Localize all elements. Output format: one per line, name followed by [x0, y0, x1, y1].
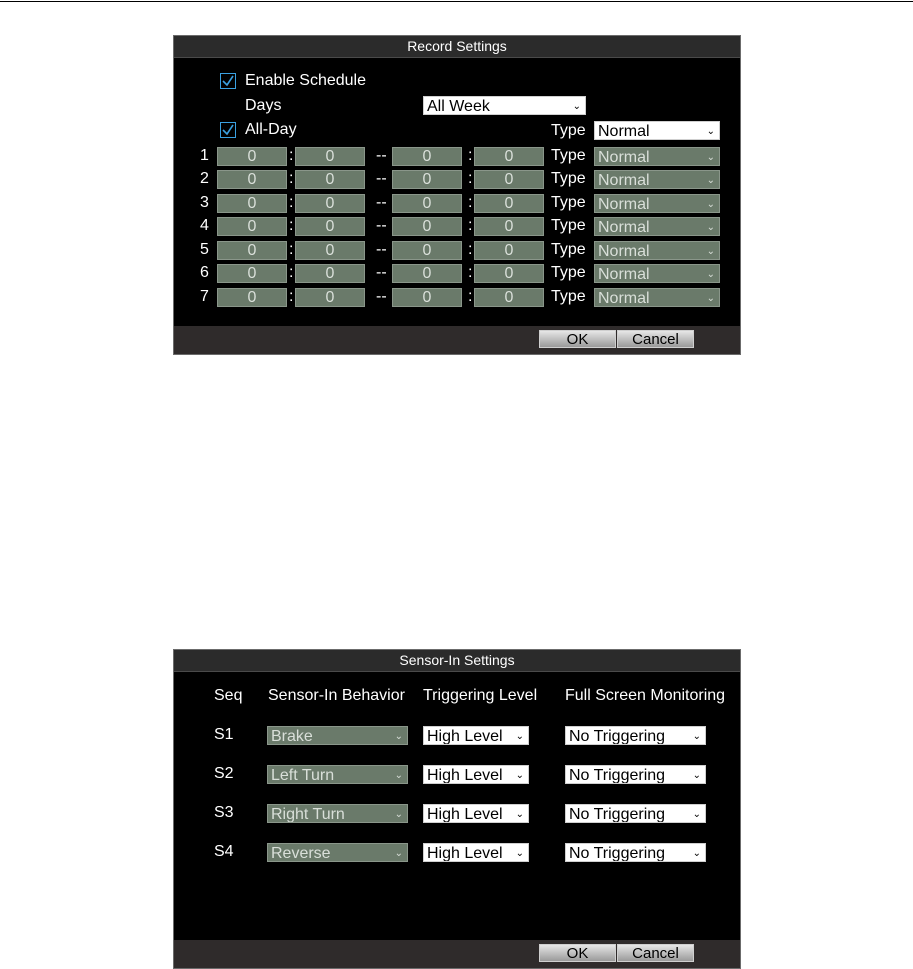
level-value: High Level	[427, 728, 503, 745]
period-type-value: Normal	[598, 219, 650, 236]
period-type-label: Type	[551, 288, 586, 305]
level-select[interactable]	[423, 843, 529, 862]
time-colon: :	[468, 194, 473, 211]
chevron-down-icon: ⌄	[706, 269, 715, 280]
monitor-select[interactable]	[565, 726, 706, 745]
period-row	[174, 240, 740, 262]
chevron-down-icon: ⌄	[706, 199, 715, 210]
monitor-value: No Triggering	[569, 845, 666, 862]
period-type-value: Normal	[598, 149, 650, 166]
allday-type-select[interactable]	[594, 121, 720, 140]
sensor-row	[174, 803, 740, 825]
period-row	[174, 169, 740, 191]
period-type-label: Type	[551, 147, 586, 164]
period-type-label: Type	[551, 217, 586, 234]
behavior-select[interactable]	[267, 843, 408, 862]
monitor-value: No Triggering	[569, 806, 666, 823]
time-colon: :	[289, 241, 294, 258]
sensor-seq: S1	[214, 726, 234, 743]
record-settings-dialog	[173, 35, 741, 355]
period-row	[174, 263, 740, 285]
end-hour-field[interactable]: 0	[392, 170, 462, 189]
end-minute-field[interactable]: 0	[474, 288, 544, 307]
end-hour-field[interactable]: 0	[392, 288, 462, 307]
chevron-down-icon: ⌄	[692, 848, 701, 859]
chevron-down-icon: ⌄	[692, 731, 701, 742]
column-header-seq: Seq	[214, 687, 243, 704]
sensor-row	[174, 842, 740, 864]
chevron-down-icon: ⌄	[515, 809, 524, 820]
allday-type-label: Type	[551, 122, 586, 139]
chevron-down-icon: ⌄	[394, 809, 403, 820]
time-colon: :	[468, 264, 473, 281]
time-colon: :	[468, 217, 473, 234]
sensor-in-settings-dialog	[173, 649, 741, 969]
start-hour-field[interactable]: 0	[217, 147, 287, 166]
chevron-down-icon: ⌄	[706, 222, 715, 233]
period-type-select[interactable]	[594, 147, 720, 166]
period-number: 4	[200, 217, 209, 234]
column-header-behavior: Sensor-In Behavior	[268, 687, 405, 704]
allday-checkbox[interactable]	[220, 122, 236, 138]
ok-button[interactable]: OK	[539, 330, 616, 348]
period-type-value: Normal	[598, 243, 650, 260]
dialog-title: Sensor-In Settings	[174, 650, 740, 672]
time-colon: :	[289, 217, 294, 234]
period-type-label: Type	[551, 241, 586, 258]
period-number: 7	[200, 288, 209, 305]
check-icon	[222, 124, 234, 136]
start-hour-field[interactable]: 0	[217, 264, 287, 283]
chevron-down-icon: ⌄	[394, 770, 403, 781]
sensor-seq: S4	[214, 843, 234, 860]
behavior-select[interactable]	[267, 726, 408, 745]
start-hour-field[interactable]: 0	[217, 170, 287, 189]
enable-schedule-label: Enable Schedule	[245, 72, 366, 89]
start-minute-field[interactable]: 0	[295, 217, 365, 236]
chevron-down-icon: ⌄	[515, 770, 524, 781]
period-row	[174, 193, 740, 215]
column-header-monitor: Full Screen Monitoring	[565, 687, 726, 704]
level-value: High Level	[427, 845, 503, 862]
behavior-select[interactable]	[267, 804, 408, 823]
period-type-value: Normal	[598, 196, 650, 213]
sensor-seq: S2	[214, 765, 234, 782]
end-hour-field[interactable]: 0	[392, 194, 462, 213]
allday-type-value: Normal	[598, 123, 650, 140]
days-select[interactable]	[423, 96, 586, 115]
period-type-select[interactable]	[594, 264, 720, 283]
chevron-down-icon: ⌄	[706, 175, 715, 186]
behavior-value: Reverse	[271, 845, 331, 862]
end-hour-field[interactable]: 0	[392, 217, 462, 236]
end-minute-field[interactable]: 0	[474, 170, 544, 189]
chevron-down-icon: ⌄	[394, 848, 403, 859]
chevron-down-icon: ⌄	[515, 731, 524, 742]
period-type-select[interactable]	[594, 217, 720, 236]
range-separator: --	[376, 147, 387, 164]
dialog-footer	[174, 326, 740, 354]
end-hour-field[interactable]: 0	[392, 147, 462, 166]
period-number: 5	[200, 241, 209, 258]
end-minute-field[interactable]: 0	[474, 147, 544, 166]
period-number: 6	[200, 264, 209, 281]
range-separator: --	[376, 264, 387, 281]
start-minute-field[interactable]: 0	[295, 194, 365, 213]
chevron-down-icon: ⌄	[706, 293, 715, 304]
start-minute-field[interactable]: 0	[295, 147, 365, 166]
monitor-select[interactable]	[565, 843, 706, 862]
time-colon: :	[468, 147, 473, 164]
enable-schedule-checkbox[interactable]	[220, 73, 236, 89]
end-hour-field[interactable]: 0	[392, 264, 462, 283]
chevron-down-icon: ⌄	[394, 731, 403, 742]
ok-button[interactable]: OK	[539, 944, 616, 962]
chevron-down-icon: ⌄	[572, 101, 581, 112]
column-header-level: Triggering Level	[423, 687, 538, 704]
monitor-select[interactable]	[565, 804, 706, 823]
chevron-down-icon: ⌄	[515, 848, 524, 859]
period-type-value: Normal	[598, 172, 650, 189]
period-row	[174, 146, 740, 168]
time-colon: :	[289, 194, 294, 211]
monitor-select[interactable]	[565, 765, 706, 784]
sensor-seq: S3	[214, 804, 234, 821]
chevron-down-icon: ⌄	[706, 152, 715, 163]
time-colon: :	[289, 288, 294, 305]
period-number: 2	[200, 170, 209, 187]
range-separator: --	[376, 194, 387, 211]
sensor-row	[174, 725, 740, 747]
range-separator: --	[376, 288, 387, 305]
end-minute-field[interactable]: 0	[474, 264, 544, 283]
period-type-label: Type	[551, 264, 586, 281]
behavior-select[interactable]	[267, 765, 408, 784]
start-minute-field[interactable]: 0	[295, 264, 365, 283]
chevron-down-icon: ⌄	[692, 809, 701, 820]
dialog-title: Record Settings	[174, 36, 740, 58]
range-separator: --	[376, 170, 387, 187]
start-minute-field[interactable]: 0	[295, 170, 365, 189]
start-hour-field[interactable]: 0	[217, 194, 287, 213]
period-row	[174, 287, 740, 309]
start-hour-field[interactable]: 0	[217, 217, 287, 236]
check-icon	[222, 75, 234, 87]
time-colon: :	[289, 170, 294, 187]
time-colon: :	[289, 264, 294, 281]
time-colon: :	[468, 170, 473, 187]
end-minute-field[interactable]: 0	[474, 217, 544, 236]
chevron-down-icon: ⌄	[706, 126, 715, 137]
period-type-value: Normal	[598, 290, 650, 307]
period-number: 3	[200, 194, 209, 211]
behavior-value: Left Turn	[271, 767, 335, 784]
end-minute-field[interactable]: 0	[474, 241, 544, 260]
period-type-label: Type	[551, 194, 586, 211]
monitor-value: No Triggering	[569, 767, 666, 784]
period-row	[174, 216, 740, 238]
monitor-value: No Triggering	[569, 728, 666, 745]
period-type-select[interactable]	[594, 288, 720, 307]
time-colon: :	[468, 288, 473, 305]
period-type-select[interactable]	[594, 194, 720, 213]
level-select[interactable]	[423, 804, 529, 823]
time-colon: :	[289, 147, 294, 164]
end-minute-field[interactable]: 0	[474, 194, 544, 213]
allday-label: All-Day	[245, 121, 297, 138]
period-type-select[interactable]	[594, 241, 720, 260]
cancel-button[interactable]: Cancel	[617, 944, 694, 962]
page-top-rule	[0, 1, 913, 2]
period-type-value: Normal	[598, 266, 650, 283]
start-hour-field[interactable]: 0	[217, 241, 287, 260]
start-minute-field[interactable]: 0	[295, 288, 365, 307]
time-colon: :	[468, 241, 473, 258]
start-minute-field[interactable]: 0	[295, 241, 365, 260]
start-hour-field[interactable]: 0	[217, 288, 287, 307]
level-value: High Level	[427, 767, 503, 784]
chevron-down-icon: ⌄	[706, 246, 715, 257]
cancel-button[interactable]: Cancel	[617, 330, 694, 348]
period-type-label: Type	[551, 170, 586, 187]
days-select-value: All Week	[427, 98, 490, 115]
sensor-row	[174, 764, 740, 786]
chevron-down-icon: ⌄	[692, 770, 701, 781]
range-separator: --	[376, 241, 387, 258]
behavior-value: Brake	[271, 728, 313, 745]
dialog-footer	[174, 940, 740, 968]
period-type-select[interactable]	[594, 170, 720, 189]
range-separator: --	[376, 217, 387, 234]
period-number: 1	[200, 147, 209, 164]
level-select[interactable]	[423, 765, 529, 784]
level-value: High Level	[427, 806, 503, 823]
end-hour-field[interactable]: 0	[392, 241, 462, 260]
level-select[interactable]	[423, 726, 529, 745]
days-label: Days	[245, 97, 282, 114]
behavior-value: Right Turn	[271, 806, 345, 823]
